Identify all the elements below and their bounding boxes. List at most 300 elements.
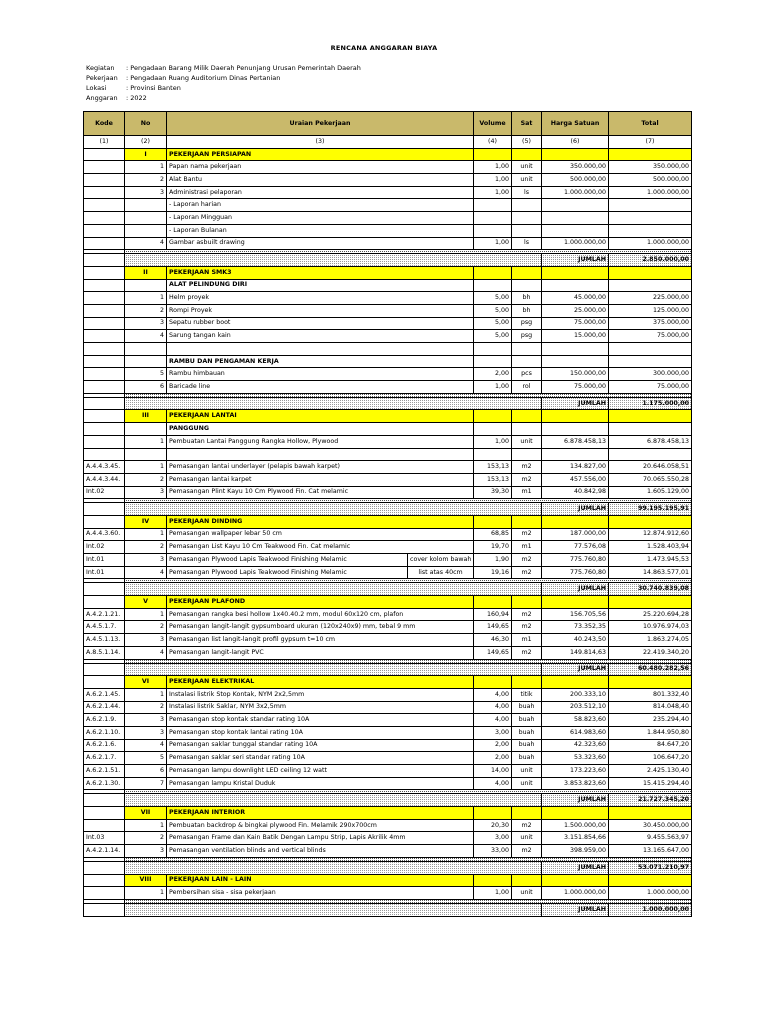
section-blank — [474, 596, 512, 609]
item-number: 3 — [125, 554, 167, 567]
item-description: Pemasangan lantai underlayer (pelapis bawah karpet) — [167, 461, 474, 474]
table-row — [84, 330, 692, 343]
item-unit-price: 457.556,00 — [542, 473, 609, 486]
item-volume: 39,30 — [474, 486, 512, 499]
kode-cell — [84, 807, 125, 820]
item-unit-price: 614.983,60 — [542, 726, 609, 739]
item-unit: ls — [512, 186, 542, 199]
kode-cell: A.4.4.3.45. — [84, 461, 125, 474]
subtotal-value: 1.175.000,00 — [609, 397, 692, 410]
item-unit-price: 1.000.000,00 — [542, 887, 609, 900]
item-total: 1.000.000,00 — [609, 237, 692, 250]
item-total: 22.419.340,20 — [609, 646, 692, 659]
item-unit: buah — [512, 726, 542, 739]
kode-cell — [84, 343, 125, 356]
item-number: 1 — [125, 161, 167, 174]
subtotal-row — [84, 861, 692, 874]
section-title: PEKERJAAN LAIN - LAIN — [167, 874, 474, 887]
item-unit — [512, 279, 542, 292]
item-number: 3 — [125, 845, 167, 858]
kode-cell — [84, 317, 125, 330]
item-number: 4 — [125, 739, 167, 752]
item-total: 375.000,00 — [609, 317, 692, 330]
item-description: Instalasi listrik Saklar, NYM 3x2,5mm — [167, 701, 474, 714]
item-total — [609, 279, 692, 292]
kode-cell — [84, 596, 125, 609]
subheading-row — [84, 423, 692, 436]
item-number: 3 — [125, 726, 167, 739]
item-description: Pemasangan rangka besi hollow 1x40.40.2 mm, modul 60x120 cm, plafon — [167, 608, 474, 621]
item-unit-price — [542, 279, 609, 292]
item-unit-price: 42.323,60 — [542, 739, 609, 752]
subtotal-blank — [125, 503, 542, 516]
item-description: Pemasangan ventilation blinds and vertical blinds — [167, 845, 474, 858]
item-description: Pemasangan Frame dan Kain Batik Dengan Lampu Strip, Lapis Akrilik 4mm — [167, 832, 474, 845]
kode-cell: A.6.2.1.7. — [84, 752, 125, 765]
subtotal-blank — [125, 794, 542, 807]
subheading-row — [84, 279, 692, 292]
table-row — [84, 304, 692, 317]
item-number: 1 — [125, 688, 167, 701]
item-volume: 153,13 — [474, 473, 512, 486]
item-volume: 1,00 — [474, 887, 512, 900]
item-volume — [474, 199, 512, 212]
item-total — [609, 423, 692, 436]
item-volume: 4,00 — [474, 701, 512, 714]
item-unit: m2 — [512, 554, 542, 567]
item-number: 3 — [125, 486, 167, 499]
item-number — [125, 423, 167, 436]
colnum: (4) — [474, 136, 512, 149]
item-number: 1 — [125, 887, 167, 900]
table-row — [84, 343, 692, 356]
header-total: Total — [609, 112, 692, 136]
item-volume: 153,13 — [474, 461, 512, 474]
item-total: 500.000,00 — [609, 174, 692, 187]
item-description: Pembuatan Lantai Panggung Rangka Hollow, Plywood — [167, 435, 474, 448]
item-volume: 160,94 — [474, 608, 512, 621]
item-number: 2 — [125, 473, 167, 486]
item-unit: m2 — [512, 845, 542, 858]
item-description: Pemasangan lantai karpet — [167, 473, 474, 486]
header-harga: Harga Satuan — [542, 112, 609, 136]
kode-cell — [84, 423, 125, 436]
item-total: 75.000,00 — [609, 381, 692, 394]
kode-cell: A.6.2.1.9. — [84, 714, 125, 727]
item-description: Pemasangan saklar seri standar rating 10A — [167, 752, 474, 765]
section-blank — [609, 807, 692, 820]
section-blank — [474, 515, 512, 528]
table-row — [84, 621, 692, 634]
subtotal-blank — [125, 254, 542, 267]
item-total: 20.646.058,51 — [609, 461, 692, 474]
item-description: Pemasangan List Kayu 10 Cm Teakwood Fin. Cat melamic — [167, 541, 474, 554]
section-blank — [542, 596, 609, 609]
item-unit-price — [542, 448, 609, 461]
meta-value: : 2022 — [126, 94, 147, 102]
item-unit-price: 398.959,00 — [542, 845, 609, 858]
item-total — [609, 212, 692, 225]
section-blank — [542, 410, 609, 423]
section-blank — [609, 676, 692, 689]
kode-cell — [84, 330, 125, 343]
item-total: 225.000,00 — [609, 292, 692, 305]
section-number: VII — [125, 807, 167, 820]
item-number — [125, 199, 167, 212]
kode-cell: A.6.2.1.10. — [84, 726, 125, 739]
item-description: Pemasangan saklar tunggal standar rating 10A — [167, 739, 474, 752]
subtotal-blank — [84, 397, 125, 410]
item-number: 3 — [125, 714, 167, 727]
item-unit-price: 173.223,60 — [542, 765, 609, 778]
item-total: 235.294,40 — [609, 714, 692, 727]
item-total: 10.976.974,03 — [609, 621, 692, 634]
item-volume: 1,00 — [474, 174, 512, 187]
item-unit-price: 150.000,00 — [542, 368, 609, 381]
kode-cell — [84, 676, 125, 689]
table-row — [84, 292, 692, 305]
subtotal-blank — [125, 397, 542, 410]
section-blank — [609, 596, 692, 609]
item-number: 1 — [125, 435, 167, 448]
item-volume: 1,00 — [474, 237, 512, 250]
item-total: 70.065.550,28 — [609, 473, 692, 486]
item-volume — [474, 279, 512, 292]
table-row — [84, 726, 692, 739]
kode-cell — [84, 887, 125, 900]
meta-value: : Pengadaan Barang Milik Daerah Penunjang Urusan Pemerintah Daerah — [126, 64, 361, 72]
table-row — [84, 528, 692, 541]
table-row — [84, 381, 692, 394]
table-row — [84, 701, 692, 714]
subtotal-label: JUMLAH — [542, 663, 609, 676]
item-unit: m1 — [512, 541, 542, 554]
item-unit-price: 775.760,80 — [542, 554, 609, 567]
item-unit: unit — [512, 435, 542, 448]
subtotal-value: 53.071.210,97 — [609, 861, 692, 874]
subtotal-label: JUMLAH — [542, 903, 609, 916]
item-unit-price: 3.151.854,66 — [542, 832, 609, 845]
item-description: Gambar asbuilt drawing — [167, 237, 474, 250]
section-blank — [542, 807, 609, 820]
table-row — [84, 752, 692, 765]
table-row — [84, 368, 692, 381]
item-volume: 68,85 — [474, 528, 512, 541]
item-unit-price — [542, 355, 609, 368]
subtotal-blank — [84, 903, 125, 916]
table-row — [84, 212, 692, 225]
section-blank — [542, 676, 609, 689]
section-row — [84, 410, 692, 423]
kode-cell: A.4.5.1.7. — [84, 621, 125, 634]
section-row — [84, 874, 692, 887]
item-number: 4 — [125, 237, 167, 250]
item-volume: 1,00 — [474, 186, 512, 199]
item-volume: 14,00 — [474, 765, 512, 778]
kode-cell: A.4.4.3.44. — [84, 473, 125, 486]
item-volume — [474, 343, 512, 356]
subtotal-value: 2.850.000,00 — [609, 254, 692, 267]
subtotal-row — [84, 903, 692, 916]
kode-cell — [84, 199, 125, 212]
section-blank — [609, 266, 692, 279]
meta-value: : Pengadaan Ruang Auditorium Dinas Pertanian — [126, 74, 281, 82]
item-volume — [474, 423, 512, 436]
item-unit — [512, 355, 542, 368]
kode-cell: A.6.2.1.30. — [84, 777, 125, 790]
item-number: 2 — [125, 832, 167, 845]
colnum: (3) — [167, 136, 474, 149]
subtotal-row — [84, 397, 692, 410]
subtotal-label: JUMLAH — [542, 397, 609, 410]
subtotal-row — [84, 663, 692, 676]
table-row — [84, 566, 692, 579]
kode-cell — [84, 355, 125, 368]
item-description: Pemasangan stop kontak standar rating 10A — [167, 714, 474, 727]
kode-cell — [84, 279, 125, 292]
item-unit: buah — [512, 739, 542, 752]
table-row — [84, 845, 692, 858]
item-unit — [512, 448, 542, 461]
subtotal-row — [84, 254, 692, 267]
section-blank — [609, 410, 692, 423]
item-unit-price: 45.000,00 — [542, 292, 609, 305]
kode-cell — [84, 381, 125, 394]
item-description — [167, 343, 474, 356]
table-row — [84, 237, 692, 250]
item-unit: buah — [512, 701, 542, 714]
table-row — [84, 714, 692, 727]
item-volume: 1,00 — [474, 435, 512, 448]
item-unit-price: 75.000,00 — [542, 317, 609, 330]
item-description: Sepatu rubber boot — [167, 317, 474, 330]
item-total — [609, 448, 692, 461]
item-total: 350.000,00 — [609, 161, 692, 174]
meta-label: Kegiatan — [86, 64, 115, 72]
item-volume — [474, 224, 512, 237]
item-unit-price — [542, 224, 609, 237]
item-volume: 3,00 — [474, 726, 512, 739]
item-total: 12.874.912,60 — [609, 528, 692, 541]
colnum: (6) — [542, 136, 609, 149]
item-unit — [512, 343, 542, 356]
item-unit: rol — [512, 381, 542, 394]
item-description: Alat Bantu — [167, 174, 474, 187]
meta-label: Pekerjaan — [86, 74, 118, 82]
section-blank — [512, 676, 542, 689]
item-unit: m2 — [512, 819, 542, 832]
item-description: Pemasangan Plint Kayu 10 Cm Plywood Fin. Cat melamic — [167, 486, 474, 499]
section-number: V — [125, 596, 167, 609]
table-row — [84, 161, 692, 174]
section-blank — [512, 266, 542, 279]
item-total: 84.647,20 — [609, 739, 692, 752]
kode-cell: A.4.4.3.60. — [84, 528, 125, 541]
item-number: 4 — [125, 330, 167, 343]
item-unit — [512, 212, 542, 225]
section-blank — [474, 266, 512, 279]
section-title: PEKERJAAN SMK3 — [167, 266, 474, 279]
section-blank — [542, 515, 609, 528]
colnum: (5) — [512, 136, 542, 149]
item-volume: 5,00 — [474, 330, 512, 343]
kode-cell — [84, 224, 125, 237]
section-blank — [474, 410, 512, 423]
item-unit: psg — [512, 330, 542, 343]
item-number: 2 — [125, 621, 167, 634]
kode-cell: Int.01 — [84, 554, 125, 567]
meta-label: Anggaran — [86, 94, 118, 102]
section-number: VIII — [125, 874, 167, 887]
header-volume: Volume — [474, 112, 512, 136]
meta-row — [86, 63, 361, 73]
subheading-title: RAMBU DAN PENGAMAN KERJA — [167, 355, 474, 368]
item-number: 1 — [125, 528, 167, 541]
section-number: VI — [125, 676, 167, 689]
subheading-title: PANGGUNG — [167, 423, 474, 436]
subheading-title: ALAT PELINDUNG DIRI — [167, 279, 474, 292]
section-blank — [512, 874, 542, 887]
section-blank — [512, 515, 542, 528]
item-total: 801.332,40 — [609, 688, 692, 701]
item-volume: 33,00 — [474, 845, 512, 858]
subtotal-value: 1.000.000,00 — [609, 903, 692, 916]
table-row — [84, 608, 692, 621]
item-volume: 149,65 — [474, 646, 512, 659]
section-row — [84, 807, 692, 820]
item-number — [125, 355, 167, 368]
item-note: cover kolom bawah — [408, 554, 474, 567]
table-row — [84, 541, 692, 554]
item-description: - Laporan Mingguan — [167, 212, 474, 225]
table-row — [84, 448, 692, 461]
header-uraian: Uraian Pekerjaan — [167, 112, 474, 136]
item-total: 2.425.130,40 — [609, 765, 692, 778]
subtotal-label: JUMLAH — [542, 503, 609, 516]
section-blank — [474, 807, 512, 820]
table-row — [84, 634, 692, 647]
item-unit — [512, 423, 542, 436]
item-volume: 4,00 — [474, 688, 512, 701]
section-blank — [474, 676, 512, 689]
subtotal-blank — [125, 663, 542, 676]
item-number: 4 — [125, 646, 167, 659]
budget-table — [83, 111, 692, 917]
item-number: 5 — [125, 368, 167, 381]
item-volume: 4,00 — [474, 777, 512, 790]
subtotal-value: 30.740.839,08 — [609, 583, 692, 596]
section-blank — [512, 596, 542, 609]
item-unit-price: 40.243,50 — [542, 634, 609, 647]
item-number: 3 — [125, 634, 167, 647]
kode-cell: Int.02 — [84, 486, 125, 499]
meta-row — [86, 73, 361, 83]
item-unit-price: 134.827,00 — [542, 461, 609, 474]
item-volume: 46,30 — [474, 634, 512, 647]
item-total: 9.455.563,97 — [609, 832, 692, 845]
item-description: Instalasi listrik Stop Kontak, NYM 2x2,5mm — [167, 688, 474, 701]
item-number: 2 — [125, 174, 167, 187]
item-unit: ls — [512, 237, 542, 250]
item-unit — [512, 224, 542, 237]
item-unit: bh — [512, 292, 542, 305]
item-unit: unit — [512, 777, 542, 790]
item-unit: buah — [512, 752, 542, 765]
item-unit-price: 40.842,98 — [542, 486, 609, 499]
item-total: 125.000,00 — [609, 304, 692, 317]
item-total: 6.878.458,13 — [609, 435, 692, 448]
item-total: 300.000,00 — [609, 368, 692, 381]
table-row — [84, 199, 692, 212]
item-description: Sarung tangan kain — [167, 330, 474, 343]
item-description: Pembersihan sisa - sisa pekerjaan — [167, 887, 474, 900]
item-description: Pemasangan stop kontak lantai rating 10A — [167, 726, 474, 739]
item-unit: m1 — [512, 486, 542, 499]
item-unit: unit — [512, 887, 542, 900]
item-number: 2 — [125, 304, 167, 317]
item-description: Pemasangan langit-langit gypsumboard ukuran (120x240x9) mm, tebal 9 mm — [167, 621, 474, 634]
subtotal-blank — [84, 254, 125, 267]
item-unit: pcs — [512, 368, 542, 381]
item-description: Administrasi pelaporan — [167, 186, 474, 199]
section-number: IV — [125, 515, 167, 528]
subheading-row — [84, 355, 692, 368]
section-title: PEKERJAAN PLAFOND — [167, 596, 474, 609]
item-number: 7 — [125, 777, 167, 790]
kode-cell: A.6.2.1.44. — [84, 701, 125, 714]
item-unit-price: 350.000,00 — [542, 161, 609, 174]
item-unit: titik — [512, 688, 542, 701]
item-total: 13.165.647,00 — [609, 845, 692, 858]
table-row — [84, 777, 692, 790]
item-volume: 5,00 — [474, 304, 512, 317]
kode-cell — [84, 410, 125, 423]
subtotal-row — [84, 583, 692, 596]
section-blank — [609, 515, 692, 528]
item-total: 814.048,40 — [609, 701, 692, 714]
item-total: 1.000.000,00 — [609, 887, 692, 900]
subtotal-label: JUMLAH — [542, 583, 609, 596]
subtotal-label: JUMLAH — [542, 794, 609, 807]
kode-cell — [84, 874, 125, 887]
item-unit: m1 — [512, 634, 542, 647]
item-unit-price: 6.878.458,13 — [542, 435, 609, 448]
item-number — [125, 224, 167, 237]
table-row — [84, 486, 692, 499]
meta-row — [86, 83, 361, 93]
item-volume: 4,00 — [474, 714, 512, 727]
item-total — [609, 224, 692, 237]
item-description: Rompi Proyek — [167, 304, 474, 317]
item-description: Rambu himbauan — [167, 368, 474, 381]
item-description: - Laporan Bulanan — [167, 224, 474, 237]
item-volume: 19,70 — [474, 541, 512, 554]
section-blank — [609, 148, 692, 161]
item-description: - Laporan harian — [167, 199, 474, 212]
subtotal-blank — [84, 503, 125, 516]
kode-cell: A.8.5.1.14. — [84, 646, 125, 659]
subtotal-blank — [84, 663, 125, 676]
item-unit-price: 75.000,00 — [542, 381, 609, 394]
item-number — [125, 212, 167, 225]
item-total: 1.528.403,94 — [609, 541, 692, 554]
item-number: 1 — [125, 608, 167, 621]
table-row — [84, 461, 692, 474]
section-row — [84, 676, 692, 689]
item-note: list atas 40cm — [408, 566, 474, 579]
item-unit: m2 — [512, 608, 542, 621]
item-total: 1.863.274,05 — [609, 634, 692, 647]
